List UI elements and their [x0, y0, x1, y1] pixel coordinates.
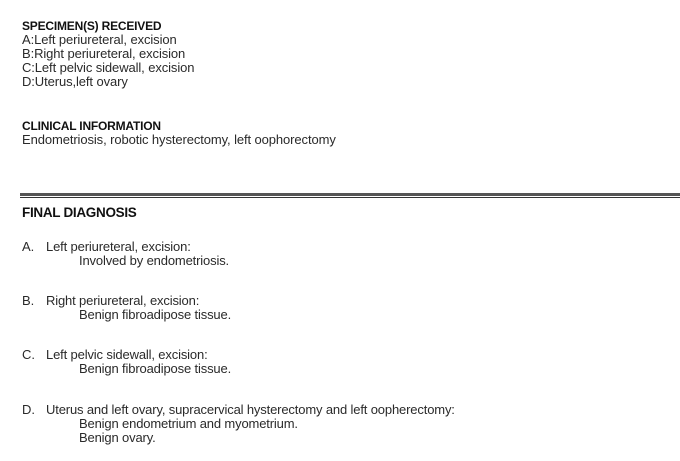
diagnosis-letter-a: A.: [22, 239, 35, 254]
clinical-heading: CLINICAL INFORMATION: [22, 119, 161, 133]
diagnosis-finding-a-1: Involved by endometriosis.: [79, 253, 230, 268]
section-divider-thick: [20, 193, 680, 196]
specimen-item-c: C:Left pelvic sidewall, excision: [22, 60, 195, 75]
clinical-text: Endometriosis, robotic hysterectomy, left oophorectomy: [22, 132, 336, 147]
diagnosis-finding-d-1: Benign endometrium and myometrium.: [79, 416, 298, 431]
section-divider-thin: [20, 197, 680, 198]
diagnosis-letter-d: D.: [22, 402, 35, 417]
diagnosis-finding-c-1: Benign fibroadipose tissue.: [79, 361, 232, 376]
diagnosis-letter-b: B.: [22, 293, 35, 308]
diagnosis-finding-d-2: Benign ovary.: [79, 430, 156, 445]
specimen-item-a: A:Left periureteral, excision: [22, 32, 177, 47]
diagnosis-letter-c: C.: [22, 347, 35, 362]
specimen-item-b: B:Right periureteral, excision: [22, 46, 186, 61]
final-diagnosis-heading: FINAL DIAGNOSIS: [22, 205, 137, 220]
specimen-item-d: D:Uterus,left ovary: [22, 74, 128, 89]
diagnosis-site-b: Right periureteral, excision:: [46, 293, 200, 308]
diagnosis-finding-b-1: Benign fibroadipose tissue.: [79, 307, 232, 322]
diagnosis-site-d: Uterus and left ovary, supracervical hysterectomy and left oopherectomy:: [46, 402, 455, 417]
diagnosis-site-a: Left periureteral, excision:: [46, 239, 191, 254]
diagnosis-site-c: Left pelvic sidewall, excision:: [46, 347, 208, 362]
specimens-heading: SPECIMEN(S) RECEIVED: [22, 19, 162, 33]
